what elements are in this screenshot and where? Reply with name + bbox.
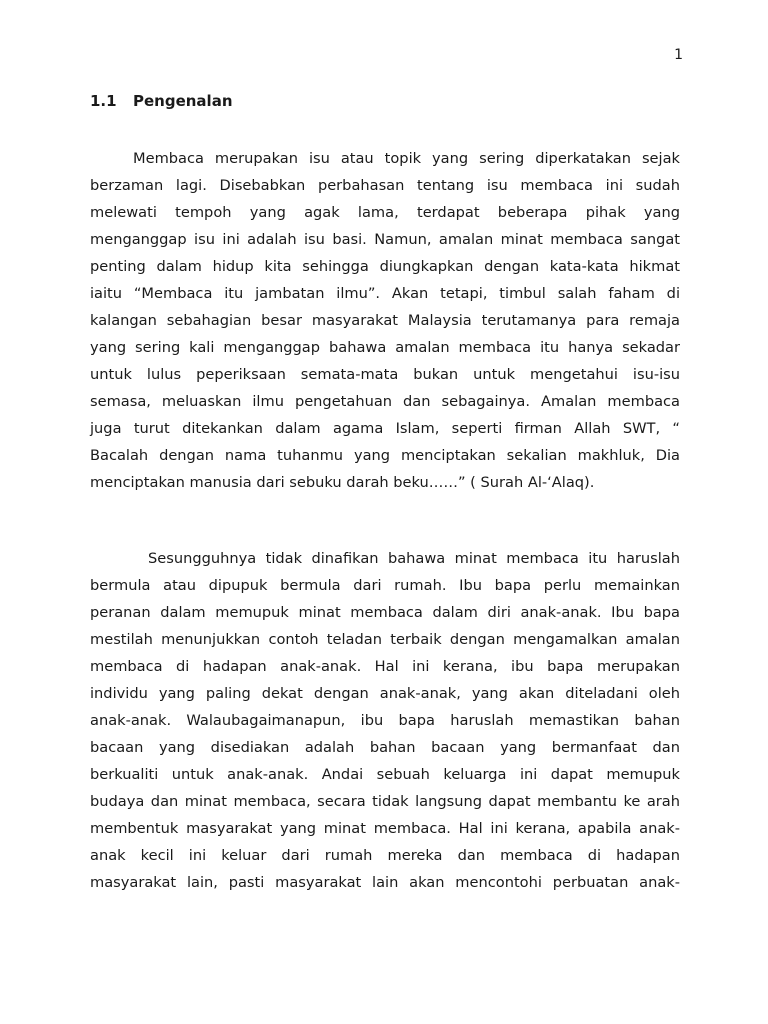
paragraph-line: melewati tempoh yang agak lama, terdapat beberapa pihak yang: [90, 204, 680, 221]
paragraph-line: iaitu “Membaca itu jambatan ilmu”. Akan tetapi, timbul salah faham di: [90, 285, 680, 302]
paragraph-line: berzaman lagi. Disebabkan perbahasan tentang isu membaca ini sudah: [90, 177, 680, 194]
paragraph-line: anak kecil ini keluar dari rumah mereka dan membaca di hadapan: [90, 847, 680, 864]
paragraph-line: individu yang paling dekat dengan anak-anak, yang akan diteladani oleh: [90, 685, 680, 702]
paragraph-1: [90, 145, 680, 496]
paragraph-line: juga turut ditekankan dalam agama Islam, seperti firman Allah SWT, “: [90, 420, 680, 437]
paragraph-line: masyarakat lain, pasti masyarakat lain akan mencontohi perbuatan anak-: [90, 874, 680, 891]
paragraph-line: yang sering kali menganggap bahawa amalan membaca itu hanya sekadar: [90, 339, 680, 356]
paragraph-line: membentuk masyarakat yang minat membaca. Hal ini kerana, apabila anak-: [90, 820, 680, 837]
paragraph-line: bermula atau dipupuk bermula dari rumah. Ibu bapa perlu memainkan: [90, 577, 680, 594]
paragraph-line: membaca di hadapan anak-anak. Hal ini kerana, ibu bapa merupakan: [90, 658, 680, 675]
paragraph-line: Sesungguhnya tidak dinafikan bahawa minat membaca itu haruslah: [148, 550, 680, 567]
paragraph-line: berkualiti untuk anak-anak. Andai sebuah keluarga ini dapat memupuk: [90, 766, 680, 783]
page-number: 1: [674, 47, 683, 63]
paragraph-line: bacaan yang disediakan adalah bahan bacaan yang bermanfaat dan: [90, 739, 680, 756]
paragraph-line: Bacalah dengan nama tuhanmu yang menciptakan sekalian makhluk, Dia: [90, 447, 680, 464]
paragraph-line: peranan dalam memupuk minat membaca dalam diri anak-anak. Ibu bapa: [90, 604, 680, 621]
paragraph-line: menganggap isu ini adalah isu basi. Namun, amalan minat membaca sangat: [90, 231, 680, 248]
paragraph-2: [90, 545, 680, 896]
paragraph-line: anak-anak. Walaubagaimanapun, ibu bapa haruslah memastikan bahan: [90, 712, 680, 729]
paragraph-line: semasa, meluaskan ilmu pengetahuan dan sebagainya. Amalan membaca: [90, 393, 680, 410]
paragraph-line: mestilah menunjukkan contoh teladan terbaik dengan mengamalkan amalan: [90, 631, 680, 648]
paragraph-line: penting dalam hidup kita sehingga diungkapkan dengan kata-kata hikmat: [90, 258, 680, 275]
paragraph-line: kalangan sebahagian besar masyarakat Malaysia terutamanya para remaja: [90, 312, 680, 329]
paragraph-line: Membaca merupakan isu atau topik yang sering diperkatakan sejak: [133, 150, 680, 167]
paragraph-line: menciptakan manusia dari sebuku darah beku……” ( Surah Al-‘Alaq).: [90, 474, 595, 491]
section-number: 1.1: [90, 92, 117, 110]
paragraph-line: untuk lulus peperiksaan semata-mata bukan untuk mengetahui isu-isu: [90, 366, 680, 383]
paragraph-line: budaya dan minat membaca, secara tidak langsung dapat membantu ke arah: [90, 793, 680, 810]
section-title: Pengenalan: [133, 92, 233, 110]
section-heading: [90, 91, 233, 111]
